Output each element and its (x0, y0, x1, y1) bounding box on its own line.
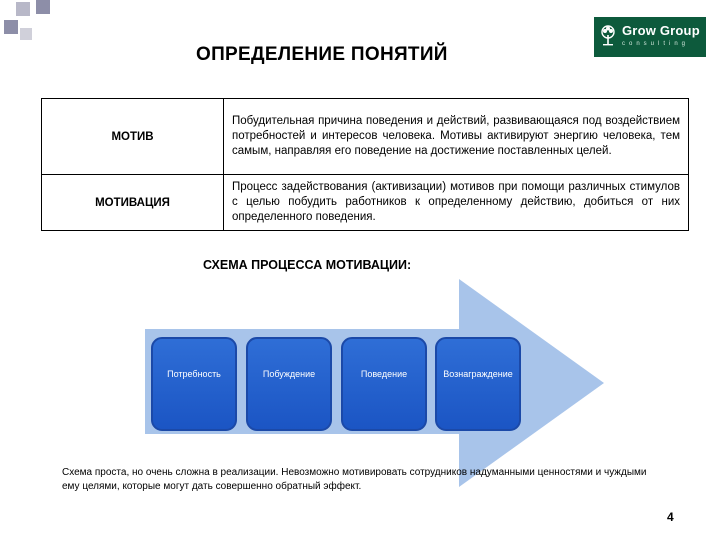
definition-motivation: Процесс задействования (активизации) мотивов при помощи различных стимулов с целью побудить работников к определенному действию, добиться от них определенного поведения. (224, 175, 689, 231)
page-number: 4 (667, 510, 674, 524)
step-behavior: Поведение (341, 337, 427, 431)
term-motivation: МОТИВАЦИЯ (42, 175, 224, 231)
term-motive: МОТИВ (42, 99, 224, 175)
page-title: ОПРЕДЕЛЕНИЕ ПОНЯТИЙ (196, 44, 448, 65)
scheme-note: Схема проста, но очень сложна в реализации. Невозможно мотивировать сотрудников надуманными ценностями и чуждыми ему целями, которые могут дать совершенно обратный эффект. (62, 467, 647, 492)
logo-brand-name: Grow Group (622, 23, 700, 38)
definition-motive: Побудительная причина поведения и действий, развивающаяся под воздействием потребностей и интересов человека. Мотивы активируют энергию человека, тем самым, направляя его поведение на достижение поставленных целей. (224, 99, 689, 175)
step-motivation: Побуждение (246, 337, 332, 431)
step-need: Потребность (151, 337, 237, 431)
scheme-title: СХЕМА ПРОЦЕССА МОТИВАЦИИ: (203, 258, 412, 272)
step-reward: Вознаграждение (435, 337, 521, 431)
logo-subtitle: consulting (622, 41, 690, 47)
